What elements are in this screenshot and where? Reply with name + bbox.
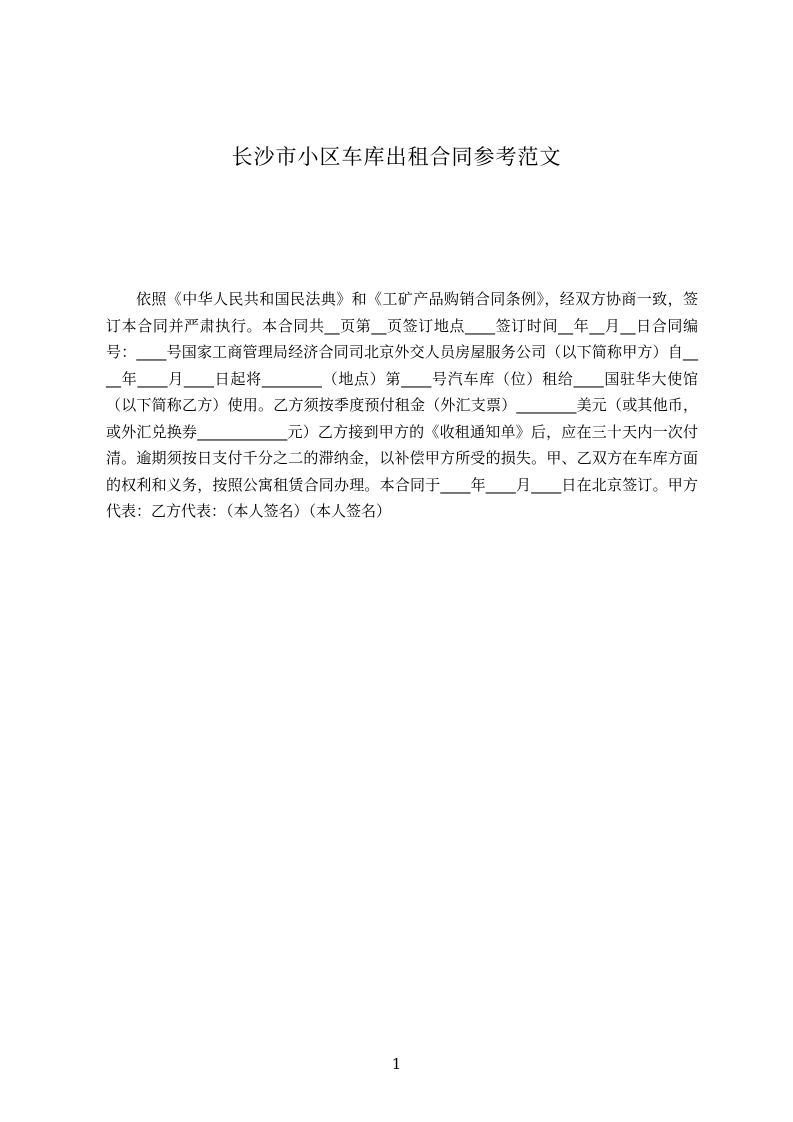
contract-body-paragraph: 依照《中华人民共和国民法典》和《工矿产品购销合同条例》，经双方协商一致，签订本合同并严肃执行。本合同共__页第__页签订地点____签订时间__年__月__日合同编号：____号国家工商管理局经济合同司北京外交人员房屋服务公司（以下简称甲方）自____年____月____日起将________（地点）第____号汽车库（位）租给____国驻华大使馆（以下简称乙方）使用。乙方须按季度预付租金（外汇支票）________美元（或其他币，或外汇兑换券____________元）乙方接到甲方的《收租通知单》后，应在三十天内一次付清。逾期须按日支付千分之二的滞纳金，以补偿甲方所受的损失。甲、乙双方在车库方面的权利和义务，按照公寓租赁合同办理。本合同于____年____月____日在北京签订。甲方代表：乙方代表：（本人签名）（本人签名） [106, 290, 698, 520]
page-number: 1 [391, 1055, 402, 1073]
document-title: 长沙市小区车库出租合同参考范文 [231, 145, 562, 169]
